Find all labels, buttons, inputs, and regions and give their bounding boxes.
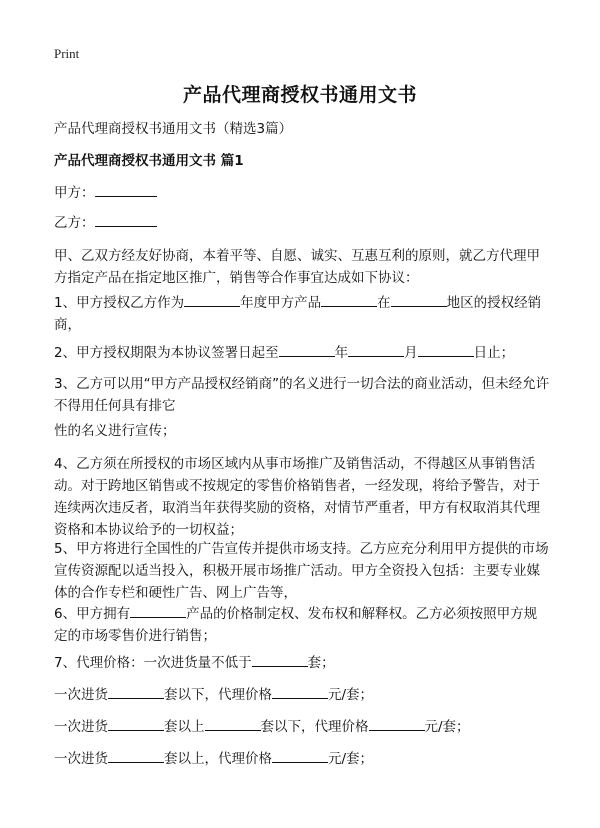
clause-1-blank-region xyxy=(391,292,447,307)
section-heading: 产品代理商授权书通用文书 篇1 xyxy=(54,153,244,169)
doc-subtitle: 产品代理商授权书通用文书（精选3篇） xyxy=(54,121,293,137)
price-tier-2 xyxy=(54,716,550,738)
clause-1-text-b: 年度甲方产品 xyxy=(240,295,322,311)
clause-2-text-c: 月 xyxy=(404,345,418,361)
price-tier-1-text-b: 套以下，代理价格 xyxy=(164,687,272,703)
clause-1 xyxy=(54,292,550,336)
clause-1-blank-year xyxy=(184,292,240,307)
party-a-label: 甲方： xyxy=(54,185,95,201)
party-b-line xyxy=(54,212,550,234)
price-tier-2-blank-max xyxy=(205,716,261,731)
clause-7-blank-qty xyxy=(252,652,308,667)
clause-4: 4、乙方须在所授权的市场区域内从事市场推广及销售活动，不得越区从事销售活动。对于跨地区销售或不按规定的零售价格销售者，一经发现，将给予警告，对于连续两次违反者，取消当年获得奖励的资格，对情节严重者，甲方有权取消其代理资格和本协议给予的一切权益； xyxy=(54,456,540,538)
price-tier-3-text-a: 一次进货 xyxy=(54,751,108,767)
clause-1-blank-product xyxy=(321,292,377,307)
clause-2-blank-day xyxy=(418,342,474,357)
price-tier-2-text-b: 套以上 xyxy=(164,719,205,735)
party-b-label: 乙方： xyxy=(54,215,95,231)
clause-2-text-b: 年 xyxy=(334,345,349,361)
page-title: 产品代理商授权书通用文书 xyxy=(182,84,417,106)
price-tier-2-blank-price xyxy=(369,716,425,731)
clause-7-text-a: 7、代理价格：一次进货量不低于 xyxy=(54,655,252,671)
price-tier-3-blank-price xyxy=(272,748,328,763)
clause-6-text-a: 6、甲方拥有 xyxy=(54,606,131,622)
price-tier-3-text-b: 套以上，代理价格 xyxy=(164,751,272,767)
price-tier-2-blank-min xyxy=(108,716,164,731)
price-tier-3 xyxy=(54,748,550,770)
price-tier-1 xyxy=(54,684,550,706)
clause-2-blank-month xyxy=(348,342,404,357)
party-b-blank xyxy=(95,212,157,227)
clause-2-text-a: 2、甲方授权期限为本协议签署日起至 xyxy=(54,345,279,361)
clause-1-text-d: 地区的授权经销商， xyxy=(54,295,542,333)
clause-3: 3、乙方可以用“甲方产品授权经销商”的名义进行一切合法的商业活动，但未经允许不得用任何具有排它 xyxy=(54,376,550,414)
party-a-blank xyxy=(95,182,157,197)
party-a-line xyxy=(54,182,550,204)
clause-7 xyxy=(54,652,550,674)
price-tier-1-blank-price xyxy=(272,684,328,699)
price-tier-2-text-a: 一次进货 xyxy=(54,719,108,735)
price-tier-3-blank-qty xyxy=(108,748,164,763)
price-tier-2-text-d: 元/套； xyxy=(424,719,470,735)
clause-1-text-c: 在 xyxy=(377,295,391,311)
clause-3-continued: 性的名义进行宣传； xyxy=(54,423,176,439)
clause-6 xyxy=(54,603,550,647)
clause-2 xyxy=(54,342,550,364)
clause-2-text-d: 日止； xyxy=(473,345,515,361)
print-link[interactable]: Print xyxy=(54,46,80,61)
intro-paragraph: 甲、乙双方经友好协商，本着平等、自愿、诚实、互惠互利的原则，就乙方代理甲方指定产品在指定地区推广，销售等合作事宜达成如下协议： xyxy=(54,248,540,286)
clause-1-text-a: 1、甲方授权乙方作为 xyxy=(54,295,185,311)
price-tier-1-blank-qty xyxy=(108,684,164,699)
clause-6-text-b: 产品的价格制定权、发布权和解释权。乙方必须按照甲方规定的市场零售价进行销售； xyxy=(54,606,538,644)
clause-2-blank-year xyxy=(279,342,335,357)
price-tier-3-text-c: 元/套； xyxy=(328,751,374,767)
price-tier-1-text-c: 元/套； xyxy=(328,687,374,703)
price-tier-1-text-a: 一次进货 xyxy=(54,687,108,703)
clause-6-blank-product xyxy=(130,603,186,618)
clause-5: 5、甲方将进行全国性的广告宣传并提供市场支持。乙方应充分利用甲方提供的市场宣传资源配以适当投入，积极开展市场推广活动。甲方全资投入包括：主要专业媒体的合作专栏和硬性广告、网上广告等， xyxy=(54,541,549,601)
clause-7-text-b: 套； xyxy=(307,655,335,671)
price-tier-2-text-c: 套以下，代理价格 xyxy=(260,719,369,735)
